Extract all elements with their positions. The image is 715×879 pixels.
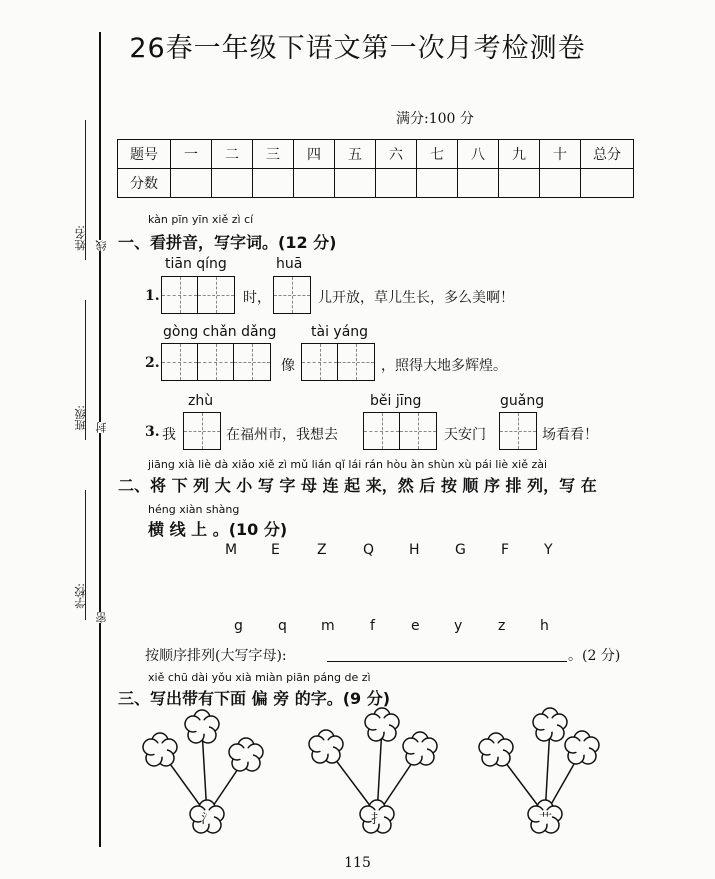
tianzige-cell[interactable] <box>338 344 374 380</box>
page-number: 115 <box>344 855 371 871</box>
score-input-cell[interactable] <box>335 169 376 198</box>
score-input-cell[interactable] <box>458 169 499 198</box>
q1-grid-2[interactable] <box>273 276 311 314</box>
q3-grid-1[interactable] <box>183 412 221 450</box>
score-input-cell[interactable] <box>417 169 458 198</box>
table-cell: 二 <box>212 140 253 169</box>
upper-letter[interactable]: F <box>501 542 510 558</box>
q3-grid-3[interactable] <box>499 412 537 450</box>
q3-grid-2[interactable] <box>363 412 437 450</box>
q2-text-2: ，照得大地多辉煌。 <box>381 358 507 374</box>
tianzige-cell[interactable] <box>274 277 310 313</box>
table-cell: 八 <box>458 140 499 169</box>
table-cell: 分数 <box>118 169 171 198</box>
tianzige-cell[interactable] <box>364 413 400 449</box>
tianzige-cell[interactable] <box>302 344 338 380</box>
class-label: 班级: <box>74 405 87 431</box>
upper-letter[interactable]: Y <box>544 542 553 558</box>
score-input-cell[interactable] <box>376 169 417 198</box>
radical-3: 艹 <box>539 812 553 827</box>
section3-pinyin: xiě chū dài yǒu xià miàn piān páng de zì <box>148 671 371 684</box>
binding-mark-feng: 封 <box>95 422 108 433</box>
order-answer-line[interactable] <box>327 661 567 662</box>
tianzige-cell[interactable] <box>162 344 198 380</box>
tianzige-cell[interactable] <box>198 344 234 380</box>
q2-pinyin-1: gòng chǎn dǎng <box>163 324 277 340</box>
table-cell: 三 <box>253 140 294 169</box>
score-input-cell[interactable] <box>253 169 294 198</box>
score-table-header-row <box>118 140 634 169</box>
upper-letter[interactable]: E <box>271 542 280 558</box>
q2-grid-2[interactable] <box>301 343 375 381</box>
radical-2: 扌 <box>371 812 385 827</box>
name-label: 姓名: <box>74 225 87 251</box>
table-cell: 十 <box>540 140 581 169</box>
upper-letter[interactable]: M <box>225 542 238 558</box>
score-table <box>117 139 634 198</box>
upper-letter[interactable]: H <box>409 542 420 558</box>
score-input-cell[interactable] <box>581 169 634 198</box>
table-cell: 总分 <box>581 140 634 169</box>
table-cell: 六 <box>376 140 417 169</box>
section1-heading: 一、看拼音，写字词。(12 分) <box>118 233 337 252</box>
lower-letter[interactable]: g <box>234 618 243 634</box>
q3-text-1: 在福州市，我想去 <box>226 427 338 443</box>
q2-text-1: 像 <box>281 358 295 374</box>
table-cell: 五 <box>335 140 376 169</box>
q3-pinyin-3: guǎng <box>500 393 545 409</box>
score-table-score-row <box>118 169 634 198</box>
table-cell: 一 <box>171 140 212 169</box>
q2-grid-1[interactable] <box>161 343 271 381</box>
binding-mark-xian: 线 <box>95 240 108 251</box>
section3-heading: 三、写出带有下面 偏 旁 的字。(9 分) <box>118 689 391 708</box>
section2-heading-1: 二、将 下 列 大 小 写 字 母 连 起 来，然 后 按 顺 序 排 列，写 在 <box>118 476 597 495</box>
table-cell: 题号 <box>118 140 171 169</box>
binding-line <box>99 32 101 847</box>
tianzige-cell[interactable] <box>198 277 234 313</box>
q1-pinyin-1: tiān qíng <box>165 256 227 272</box>
q3-number: 3. <box>145 424 160 440</box>
q1-grid-1[interactable] <box>161 276 235 314</box>
q1-text-2: 儿开放，草儿生长，多么美啊！ <box>318 290 514 306</box>
full-score: 满分:100 分 <box>396 111 474 127</box>
q1-pinyin-2: huā <box>276 256 303 272</box>
tianzige-cell[interactable] <box>234 344 270 380</box>
section1-pinyin: kàn pīn yīn xiě zì cí <box>148 213 254 226</box>
lower-letter[interactable]: m <box>321 618 335 634</box>
lower-letter[interactable]: y <box>454 618 463 634</box>
q3-text-2: 天安门 <box>444 427 486 443</box>
tianzige-cell[interactable] <box>162 277 198 313</box>
q3-pinyin-1: zhù <box>188 393 214 409</box>
upper-letter[interactable]: Q <box>363 542 375 558</box>
tianzige-cell[interactable] <box>400 413 436 449</box>
upper-letter[interactable]: Z <box>317 542 327 558</box>
lower-letter[interactable]: e <box>411 618 420 634</box>
lower-letter[interactable]: f <box>370 618 375 634</box>
score-input-cell[interactable] <box>540 169 581 198</box>
score-input-cell[interactable] <box>212 169 253 198</box>
lower-letter[interactable]: h <box>540 618 549 634</box>
tianzige-cell[interactable] <box>184 413 220 449</box>
q3-text-0: 我 <box>162 427 176 443</box>
order-label: 按顺序排列(大写字母): <box>145 648 287 664</box>
score-input-cell[interactable] <box>499 169 540 198</box>
score-input-cell[interactable] <box>171 169 212 198</box>
q1-text-1: 时， <box>243 290 271 306</box>
lower-letter[interactable]: z <box>498 618 506 634</box>
score-input-cell[interactable] <box>294 169 335 198</box>
order-score: 。(2 分) <box>568 648 621 664</box>
section2-pinyin-2: héng xiàn shàng <box>148 503 240 516</box>
table-cell: 九 <box>499 140 540 169</box>
table-cell: 四 <box>294 140 335 169</box>
q1-number: 1. <box>145 288 160 304</box>
tianzige-cell[interactable] <box>500 413 536 449</box>
lower-letter[interactable]: q <box>278 618 287 634</box>
upper-letter[interactable]: G <box>455 542 466 558</box>
page-title: 26春一年级下语文第一次月考检测卷 <box>129 33 586 64</box>
q3-text-3: 场看看！ <box>542 427 598 443</box>
q3-pinyin-2: běi jīng <box>370 393 422 409</box>
section2-heading-2: 横 线 上 。(10 分) <box>148 520 288 539</box>
section2-pinyin-1: jiāng xià liè dà xiǎo xiě zì mǔ lián qǐ lái rán hòu àn shùn xù pái liè xiě zài <box>148 458 548 471</box>
school-label: 学校: <box>74 583 87 609</box>
q2-number: 2. <box>145 355 160 371</box>
table-cell: 七 <box>417 140 458 169</box>
binding-mark-mi: 密 <box>95 612 108 623</box>
radical-1: 氵 <box>201 812 215 827</box>
q2-pinyin-2: tài yáng <box>311 324 369 340</box>
